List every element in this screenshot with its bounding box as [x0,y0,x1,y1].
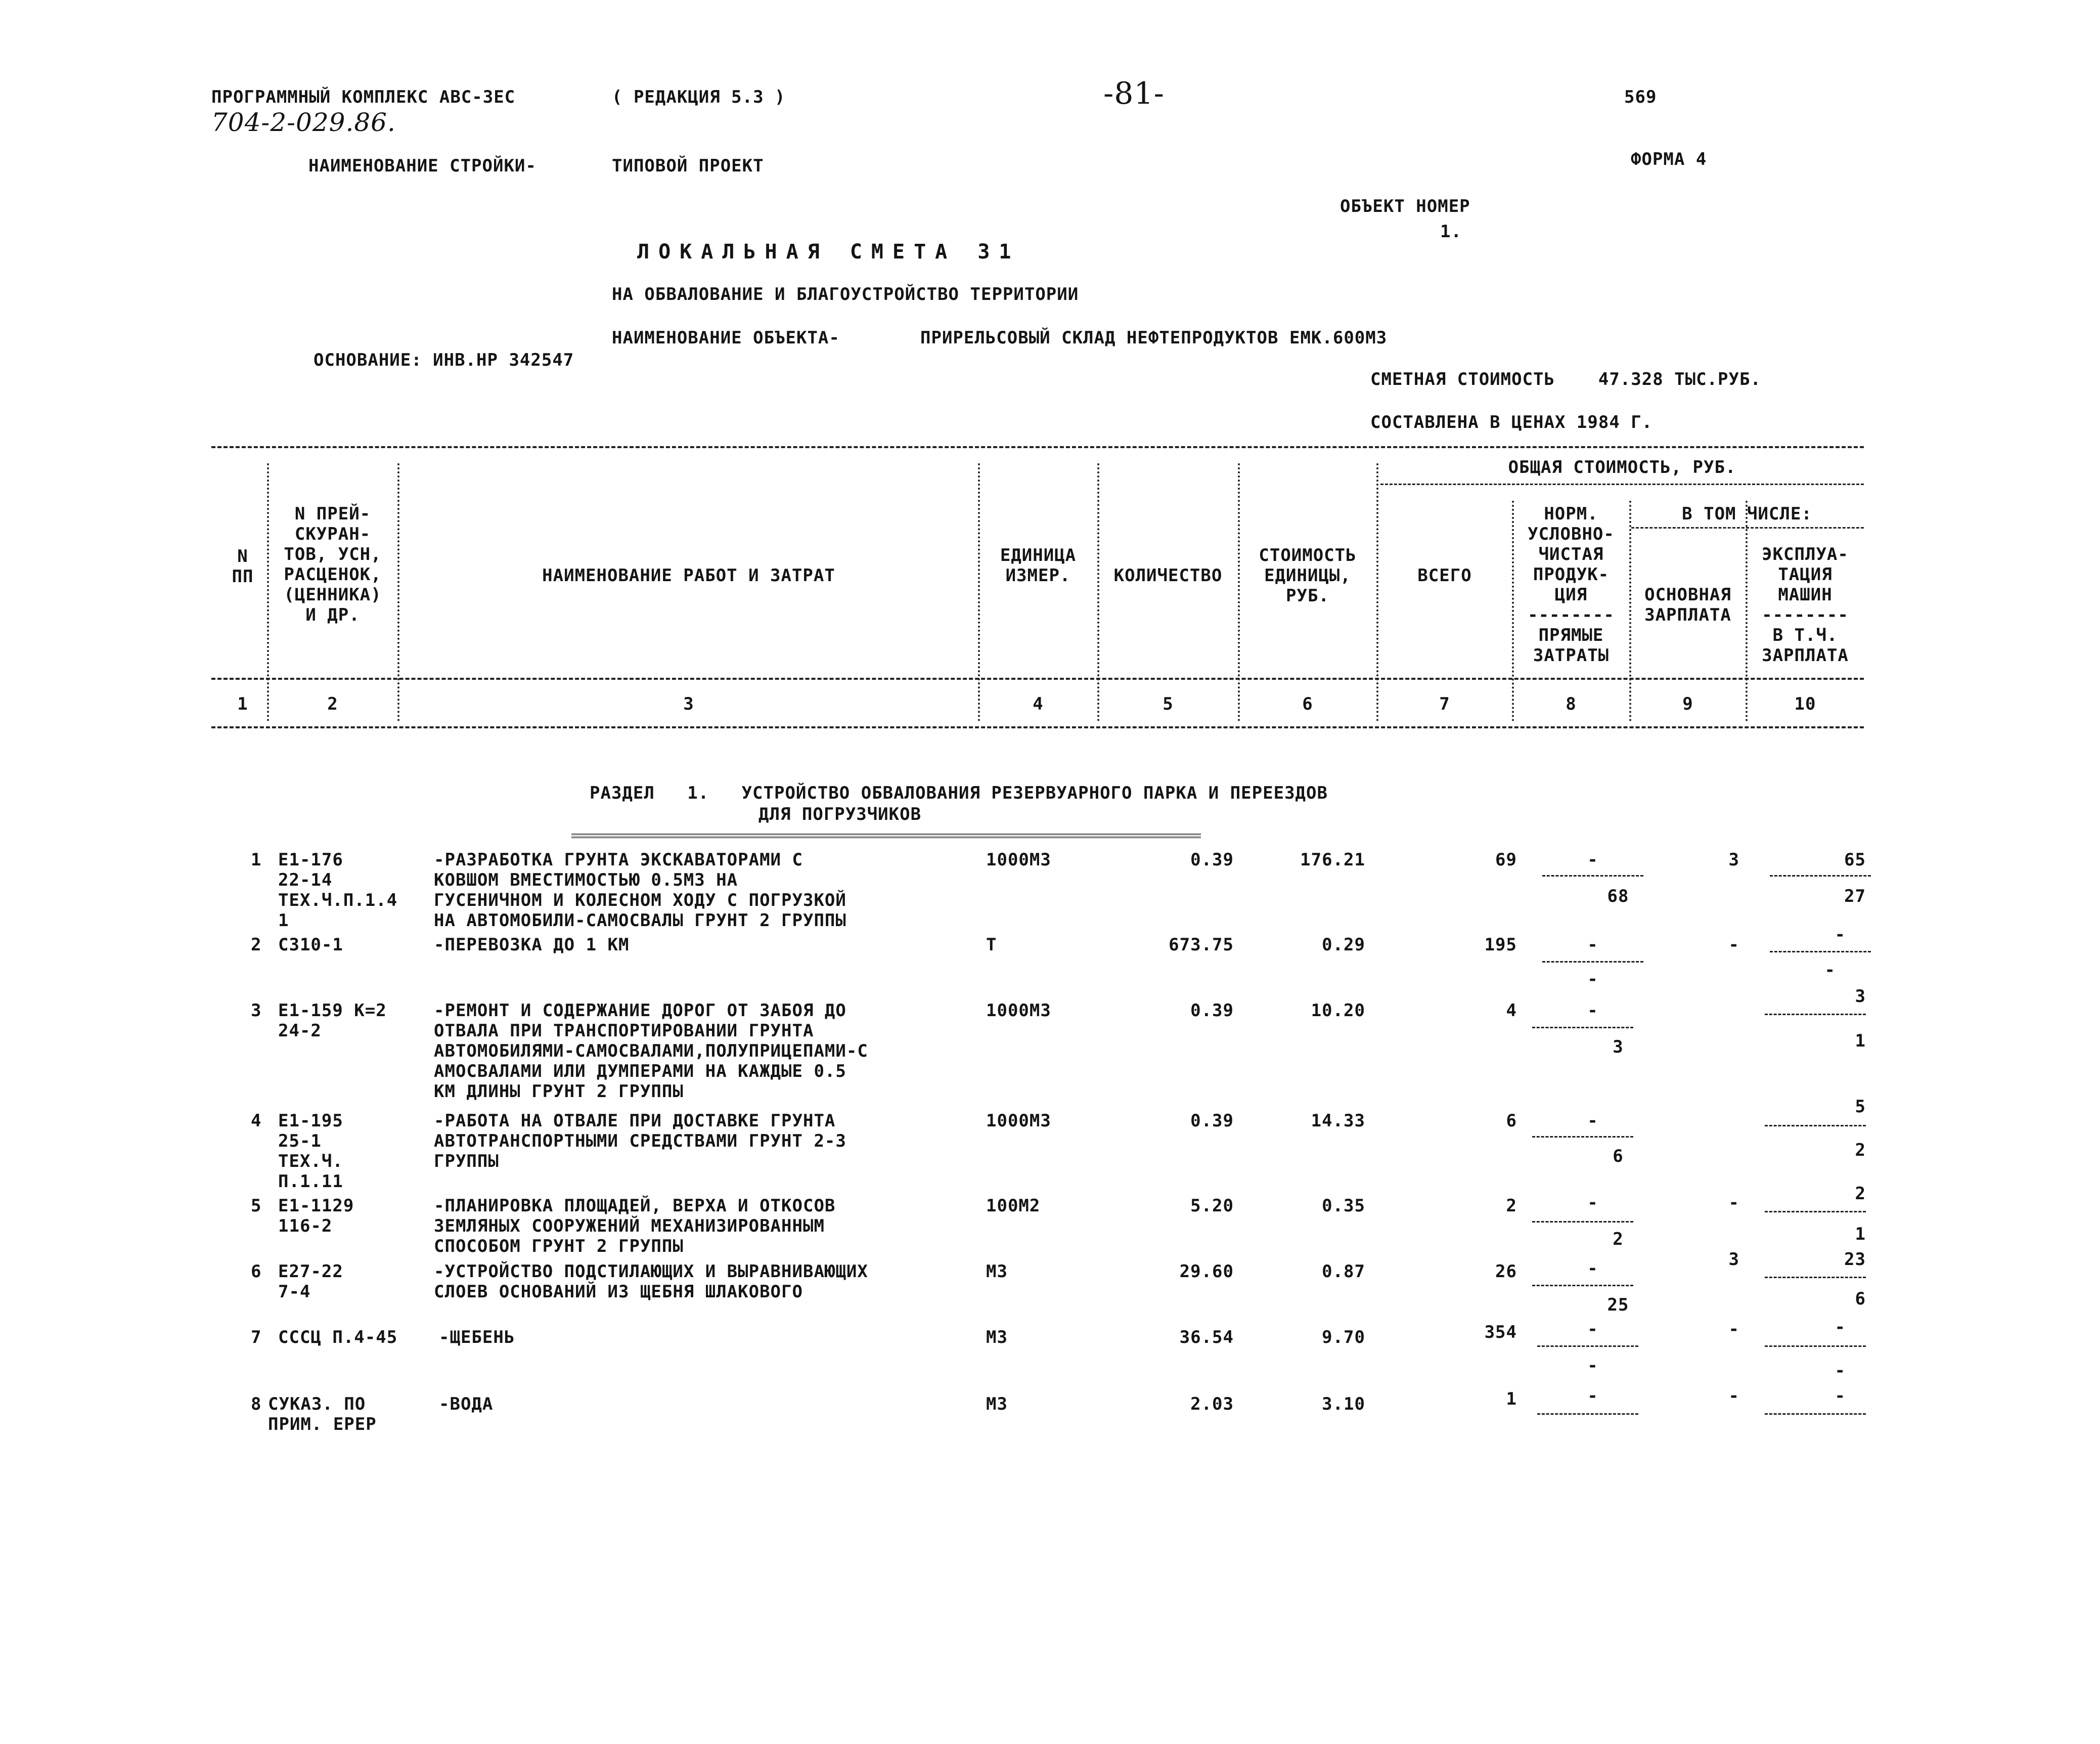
row-2-c8-bottom: - [1587,969,1598,989]
row-7-unit-price: 9.70 [1322,1327,1365,1347]
row-8-code: СУКАЗ. ПО ПРИМ. ЕРЕР [268,1394,377,1434]
row-1-c9: 3 [1728,850,1739,870]
row-5-c8-top: - [1587,1193,1598,1213]
incl-rule [1631,527,1864,529]
row-1-name: -РАЗРАБОТКА ГРУНТА ЭКСКАВАТОРАМИ С КОВШОМ ВМЕСТИМОСТЬЮ 0.5М3 НА ГУСЕНИЧНОМ И КОЛЕСНОМ ХОДУ С ПОГРУЗКОЙ НА АВТОМОБИЛИ-САМОСВАЛЫ ГРУНТ 2 ГРУППЫ [434,850,846,931]
row-8-unit-price: 3.10 [1322,1394,1365,1414]
row-2-unit: Т [986,935,997,955]
row-5-c10-bottom: 1 [1855,1224,1866,1244]
row-1-unit: 1000М3 [986,850,1051,870]
object-number-label: ОБЪЕКТ НОМЕР [1340,196,1470,216]
row-5-c10-rule [1765,1211,1866,1212]
header-bottom-rule [211,678,1864,680]
row-4-c10-rule [1765,1125,1866,1126]
col-header-7: ВСЕГО [1417,565,1472,586]
total-group-header: ОБЩАЯ СТОИМОСТЬ, РУБ. [1508,457,1736,477]
col-number-10: 10 [1794,694,1816,714]
col-header-5: КОЛИЧЕСТВО [1113,565,1223,586]
row-2-name: -ПЕРЕВОЗКА ДО 1 КМ [434,935,630,955]
row-8-c10-rule [1765,1413,1866,1415]
row-1-c10-bottom: 27 [1844,886,1866,906]
row-7-number: 7 [251,1327,262,1347]
row-3-total: 4 [1506,1000,1517,1021]
col-number-1: 1 [237,694,248,714]
row-2-number: 2 [251,935,262,955]
row-8-quantity: 2.03 [1190,1394,1234,1414]
row-4-unit: 1000М3 [986,1111,1051,1131]
row-8-total: 1 [1506,1389,1517,1409]
row-3-c10-bottom: 1 [1855,1031,1866,1051]
row-4-c8-bottom: 6 [1613,1146,1624,1166]
page-center-number: -81- [1103,76,1165,111]
program-name: ПРОГРАММНЫЙ КОМПЛЕКС АВС-3ЕС [211,87,516,107]
row-3-c10-rule [1765,1014,1866,1015]
col-header-3: НАИМЕНОВАНИЕ РАБОТ И ЗАТРАТ [542,565,835,586]
row-3-unit-price: 10.20 [1311,1000,1365,1021]
row-6-name: -УСТРОЙСТВО ПОДСТИЛАЮЩИХ И ВЫРАВНИВАЮЩИХ СЛОЕВ ОСНОВАНИЙ ИЗ ЩЕБНЯ ШЛАКОВОГО [434,1261,868,1302]
row-1-code: Е1-176 22-14 ТЕХ.Ч.П.1.4 1 [278,850,398,931]
row-5-number: 5 [251,1196,262,1216]
row-2-c10-bottom: - [1824,960,1836,980]
row-6-unit-price: 0.87 [1322,1261,1365,1282]
row-7-c8-bottom: - [1587,1356,1598,1376]
row-8-c10-top: - [1835,1386,1846,1406]
row-5-name: -ПЛАНИРОВКА ПЛОЩАДЕЙ, ВЕРХА И ОТКОСОВ ЗЕМЛЯНЫХ СООРУЖЕНИЙ МЕХАНИЗИРОВАННЫМ СПОСОБОМ ГРУНТ 2 ГРУППЫ [434,1196,836,1256]
row-3-c8-top: - [1587,1000,1598,1021]
col-header-4: ЕДИНИЦА ИЗМЕР. [1000,545,1077,586]
col-number-9: 9 [1682,694,1693,714]
row-4-quantity: 0.39 [1190,1111,1234,1131]
row-1-number: 1 [251,850,262,870]
col-header-9: ОСНОВНАЯ ЗАРПЛАТА [1644,585,1731,625]
row-6-total: 26 [1495,1261,1517,1282]
row-7-c9: - [1728,1319,1739,1339]
object-name-value: ПРИРЕЛЬСОВЫЙ СКЛАД НЕФТЕПРОДУКТОВ ЕМК.600М3 [920,328,1388,348]
row-7-c10-bottom: - [1835,1361,1846,1381]
row-1-quantity: 0.39 [1190,850,1234,870]
row-2-quantity: 673.75 [1169,935,1234,955]
row-2-total: 195 [1484,935,1517,955]
row-6-number: 6 [251,1261,262,1282]
col-sep-4 [1097,463,1099,721]
row-2-code: С310-1 [278,935,343,955]
row-6-c8-top: - [1587,1258,1598,1279]
estimated-cost: СМЕТНАЯ СТОИМОСТЬ 47.328 ТЫС.РУБ. [1370,369,1761,389]
row-7-unit: М3 [986,1327,1008,1347]
col-header-2: N ПРЕЙ- СКУРАН- ТОВ, УСН, РАСЦЕНОК, (ЦЕННИКА) И ДР. [284,504,382,625]
row-7-total: 354 [1484,1322,1517,1342]
row-4-c10-top: 5 [1855,1097,1866,1117]
row-1-c8-bottom: 68 [1607,886,1629,906]
row-6-c10-bottom: 6 [1855,1289,1866,1309]
row-8-c8-top: - [1587,1386,1598,1406]
row-4-number: 4 [251,1111,262,1131]
row-3-code: Е1-159 К=2 24-2 [278,1000,387,1041]
col-sep-2 [397,463,399,721]
row-1-unit-price: 176.21 [1300,850,1365,870]
row-5-quantity: 5.20 [1190,1196,1234,1216]
row-4-c10-bottom: 2 [1855,1140,1866,1160]
row-6-c8-bottom: 25 [1607,1295,1629,1315]
row-4-unit-price: 14.33 [1311,1111,1365,1131]
estimate-subject: НА ОБВАЛОВАНИЕ И БЛАГОУСТРОЙСТВО ТЕРРИТОРИИ [612,284,1079,304]
numbers-bottom-rule [211,726,1864,728]
row-3-quantity: 0.39 [1190,1000,1234,1021]
row-6-c8-rule [1532,1285,1633,1286]
row-6-c9: 3 [1728,1249,1739,1270]
row-7-quantity: 36.54 [1179,1327,1234,1347]
row-5-unit: 100М2 [986,1196,1041,1216]
row-7-c10-top: - [1835,1317,1846,1337]
section-underline [571,834,1201,838]
row-2-c8-rule [1542,961,1643,963]
row-4-c8-rule [1532,1136,1633,1138]
total-group-rule [1380,484,1864,485]
row-5-c8-bottom: 2 [1613,1229,1624,1249]
form-number: ФОРМА 4 [1631,149,1707,169]
col-sep-3 [978,463,980,721]
row-2-c10-rule [1770,951,1871,952]
handwritten-project-code: 704-2-029.86. [211,108,396,137]
basis: ОСНОВАНИЕ: ИНВ.НР 342547 [314,350,574,370]
row-5-code: Е1-1129 116-2 [278,1196,354,1236]
row-2-c10-top: - [1835,925,1846,945]
row-5-c10-top: 2 [1855,1184,1866,1204]
row-2-c8-top: - [1587,935,1598,955]
row-4-c8-top: - [1587,1111,1598,1131]
row-8-name: -ВОДА [439,1394,494,1414]
row-5-total: 2 [1506,1196,1517,1216]
col-header-1: N ПП [232,546,254,587]
row-3-c8-rule [1532,1027,1633,1028]
col-header-10: ЭКСПЛУА- ТАЦИЯ МАШИН -------- В Т.Ч. ЗАРПЛАТА [1762,544,1849,666]
col-number-2: 2 [327,694,338,714]
col-header-6: СТОИМОСТЬ ЕДИНИЦЫ, РУБ. [1259,545,1357,606]
row-7-c10-rule [1765,1345,1866,1347]
col-number-6: 6 [1302,694,1313,714]
section-title-continued: ДЛЯ ПОГРУЗЧИКОВ [758,804,922,824]
edition: ( РЕДАКЦИЯ 5.3 ) [612,87,786,107]
row-5-c9: - [1728,1193,1739,1213]
col-sep-6 [1376,463,1378,721]
prices-year: СОСТАВЛЕНА В ЦЕНАХ 1984 Г. [1370,412,1653,432]
row-4-total: 6 [1506,1111,1517,1131]
row-5-unit-price: 0.35 [1322,1196,1365,1216]
row-1-c10-top: 65 [1844,850,1866,870]
row-7-c8-top: - [1587,1319,1598,1339]
row-6-code: Е27-22 7-4 [278,1261,343,1302]
row-3-unit: 1000М3 [986,1000,1051,1021]
construction-label: НАИМЕНОВАНИЕ СТРОЙКИ- [308,156,537,176]
row-6-quantity: 29.60 [1179,1261,1234,1282]
col-number-8: 8 [1566,694,1577,714]
section-title: РАЗДЕЛ 1. УСТРОЙСТВО ОБВАЛОВАНИЯ РЕЗЕРВУАРНОГО ПАРКА И ПЕРЕЕЗДОВ [590,783,1328,803]
row-3-number: 3 [251,1000,262,1021]
row-3-c8-bottom: 3 [1613,1037,1624,1057]
col-number-4: 4 [1033,694,1044,714]
row-4-name: -РАБОТА НА ОТВАЛЕ ПРИ ДОСТАВКЕ ГРУНТА АВТОТРАНСПОРТНЫМИ СРЕДСТВАМИ ГРУНТ 2-3 ГРУППЫ [434,1111,846,1171]
object-name-label: НАИМЕНОВАНИЕ ОБЪЕКТА- [612,328,840,348]
row-8-unit: М3 [986,1394,1008,1414]
row-3-name: -РЕМОНТ И СОДЕРЖАНИЕ ДОРОГ ОТ ЗАБОЯ ДО ОТВАЛА ПРИ ТРАНСПОРТИРОВАНИИ ГРУНТА АВТОМОБИЛЯМИ-САМОСВАЛАМИ,ПОЛУПРИЦЕПАМИ-С АМОСВАЛАМИ ИЛИ ДУМПЕРАМИ НА КАЖДЫЕ 0.5 КМ ДЛИНЫ ГРУНТ 2 ГРУППЫ [434,1000,868,1102]
col-number-7: 7 [1439,694,1450,714]
row-8-number: 8 [251,1394,262,1414]
row-1-total: 69 [1495,850,1517,870]
row-7-code: СССЦ П.4-45 [278,1327,398,1347]
row-8-c8-rule [1537,1413,1638,1415]
row-2-unit-price: 0.29 [1322,935,1365,955]
object-number-value: 1. [1440,222,1462,242]
row-8-c9: - [1728,1386,1739,1406]
construction-value: ТИПОВОЙ ПРОЕКТ [612,156,764,176]
estimate-title: ЛОКАЛЬНАЯ СМЕТА 31 [637,240,1020,264]
row-1-c10-rule [1770,875,1871,877]
row-6-c10-rule [1765,1277,1866,1278]
incl-header: В ТОМ ЧИСЛЕ: [1682,504,1812,524]
row-7-c8-rule [1537,1345,1638,1347]
row-1-c8-top: - [1587,850,1598,870]
row-6-c10-top: 23 [1844,1249,1866,1270]
col-header-8: НОРМ. УСЛОВНО- ЧИСТАЯ ПРОДУК- ЦИЯ -------- ПРЯМЫЕ ЗАТРАТЫ [1528,504,1615,666]
col-number-3: 3 [683,694,694,714]
row-4-code: Е1-195 25-1 ТЕХ.Ч. П.1.11 [278,1111,343,1192]
table-top-rule [211,446,1864,448]
row-3-c10-top: 3 [1855,986,1866,1007]
row-2-c9: - [1728,935,1739,955]
page-number: 569 [1624,87,1657,107]
row-1-c8-rule [1542,875,1643,877]
row-5-c8-rule [1532,1221,1633,1223]
row-6-unit: М3 [986,1261,1008,1282]
col-number-5: 5 [1163,694,1174,714]
row-7-name: -ЩЕБЕНЬ [439,1327,515,1347]
